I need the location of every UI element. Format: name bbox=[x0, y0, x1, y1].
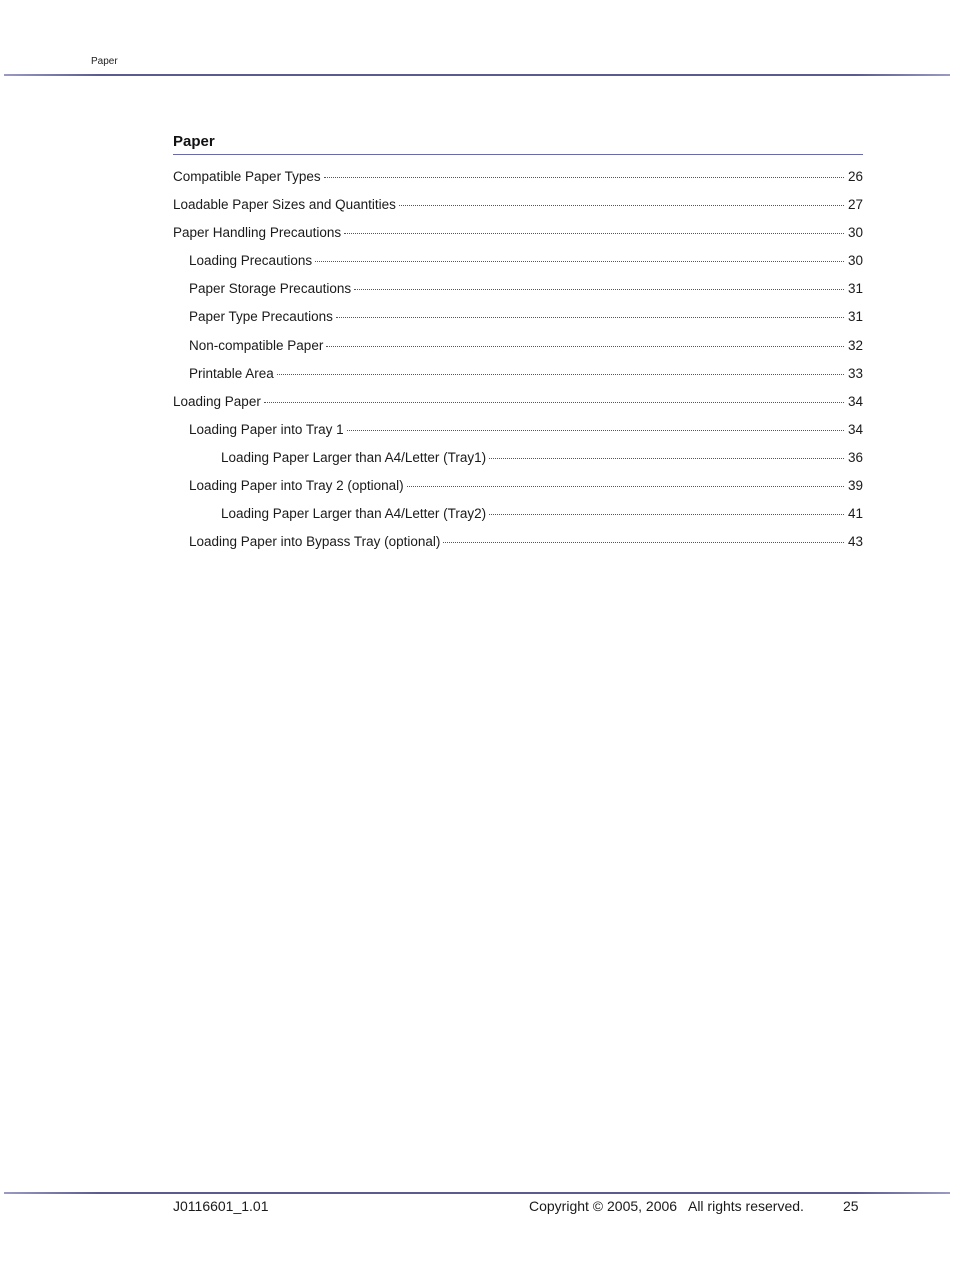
toc-dot-leader bbox=[407, 486, 844, 487]
toc-entry-label: Loading Precautions bbox=[189, 253, 313, 269]
toc-entry[interactable] bbox=[173, 165, 863, 193]
toc-entry[interactable] bbox=[173, 334, 863, 362]
toc-entry-page: 39 bbox=[847, 478, 863, 494]
toc-dot-leader bbox=[264, 402, 844, 403]
toc-dot-leader bbox=[489, 458, 844, 459]
section-title-rule bbox=[173, 154, 863, 155]
toc-entry-page: 34 bbox=[847, 421, 863, 437]
bottom-rule bbox=[4, 1192, 950, 1194]
toc-entry-page: 26 bbox=[847, 169, 863, 184]
toc-entry-label: Loading Paper into Tray 2 (optional) bbox=[189, 478, 404, 494]
toc-entry[interactable] bbox=[173, 502, 863, 530]
toc-entry-label: Printable Area bbox=[189, 365, 274, 381]
toc-entry-page: 31 bbox=[847, 309, 863, 325]
toc-entry[interactable] bbox=[173, 193, 863, 221]
toc-dot-leader bbox=[324, 177, 844, 178]
toc-entry[interactable] bbox=[173, 446, 863, 474]
toc-entry[interactable] bbox=[173, 390, 863, 418]
toc-entry[interactable] bbox=[173, 305, 863, 333]
toc-entry-page: 43 bbox=[847, 534, 863, 550]
toc-entry[interactable] bbox=[173, 418, 863, 446]
toc-entry-label: Loadable Paper Sizes and Quantities bbox=[173, 197, 396, 213]
toc-entry[interactable] bbox=[173, 474, 863, 502]
toc-entry-page: 32 bbox=[847, 337, 863, 353]
toc-dot-leader bbox=[315, 261, 844, 262]
toc-entry[interactable] bbox=[173, 362, 863, 390]
toc-entry-label: Loading Paper Larger than A4/Letter (Tray2) bbox=[221, 506, 487, 522]
toc-entry[interactable] bbox=[173, 249, 863, 277]
toc-entry-page: 36 bbox=[847, 449, 863, 465]
table-of-contents bbox=[173, 165, 863, 558]
toc-entry[interactable] bbox=[173, 277, 863, 305]
section-title: Paper bbox=[173, 133, 215, 150]
toc-dot-leader bbox=[399, 205, 844, 206]
toc-dot-leader bbox=[354, 289, 844, 290]
toc-dot-leader bbox=[443, 542, 844, 543]
toc-entry-label: Paper Storage Precautions bbox=[189, 281, 352, 297]
toc-entry-label: Loading Paper Larger than A4/Letter (Tray1) bbox=[221, 449, 487, 465]
toc-entry-label: Paper Type Precautions bbox=[189, 309, 333, 325]
toc-entry[interactable] bbox=[173, 530, 863, 558]
footer-page-number: 25 bbox=[843, 1198, 859, 1214]
running-header: Paper bbox=[91, 56, 118, 67]
toc-entry-page: 33 bbox=[847, 365, 863, 381]
toc-entry-label: Loading Paper into Bypass Tray (optional) bbox=[189, 534, 441, 550]
toc-entry-page: 30 bbox=[847, 225, 863, 241]
toc-entry-page: 27 bbox=[847, 197, 863, 213]
toc-entry-page: 30 bbox=[847, 253, 863, 269]
toc-entry-label: Non-compatible Paper bbox=[189, 337, 324, 353]
toc-entry-page: 41 bbox=[847, 506, 863, 522]
toc-dot-leader bbox=[489, 514, 844, 515]
toc-entry[interactable] bbox=[173, 221, 863, 249]
footer-doc-id: J0116601_1.01 bbox=[173, 1198, 269, 1214]
toc-entry-page: 31 bbox=[847, 281, 863, 297]
toc-entry-label: Loading Paper bbox=[173, 393, 261, 409]
toc-entry-label: Compatible Paper Types bbox=[173, 169, 321, 184]
toc-dot-leader bbox=[344, 233, 844, 234]
toc-entry-label: Loading Paper into Tray 1 bbox=[189, 421, 344, 437]
footer-copyright: Copyright © 2005, 2006 All rights reserved. bbox=[529, 1198, 804, 1214]
toc-entry-label: Paper Handling Precautions bbox=[173, 225, 342, 241]
toc-dot-leader bbox=[277, 374, 844, 375]
toc-dot-leader bbox=[347, 430, 844, 431]
toc-dot-leader bbox=[336, 317, 844, 318]
toc-dot-leader bbox=[326, 346, 844, 347]
toc-entry-page: 34 bbox=[847, 393, 863, 409]
top-rule bbox=[4, 74, 950, 76]
